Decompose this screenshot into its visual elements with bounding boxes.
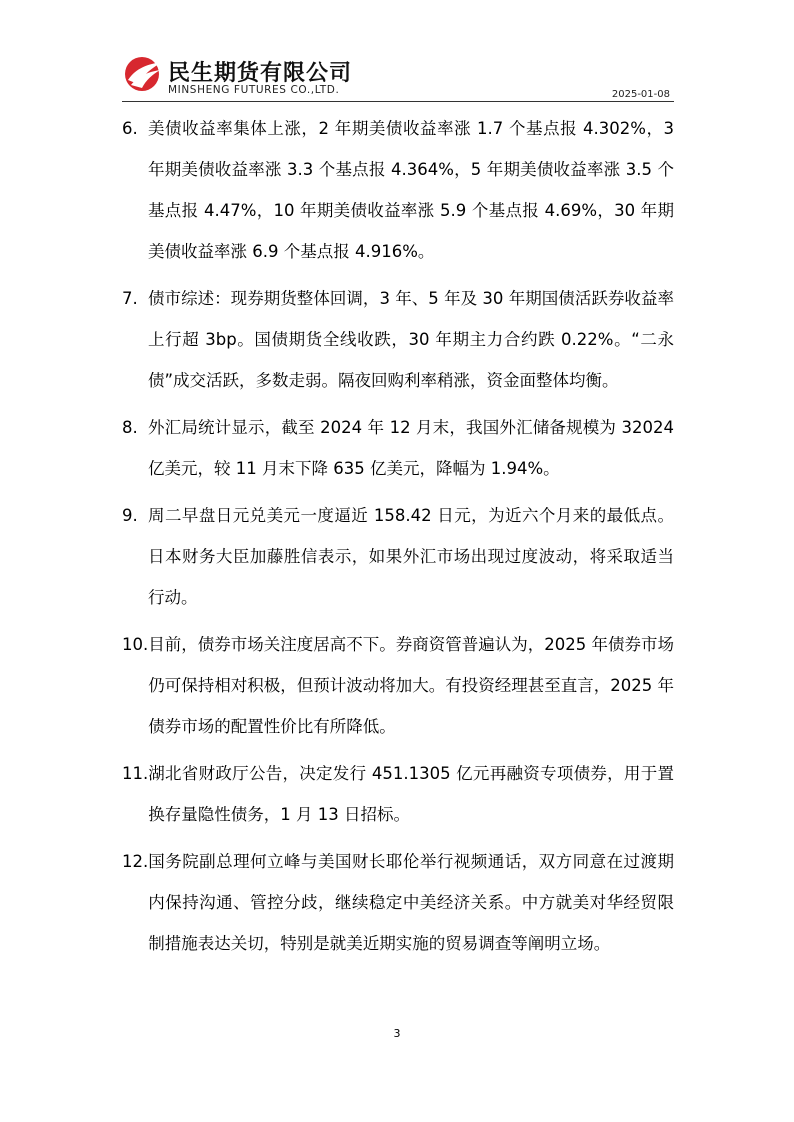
item-number: 12. (122, 852, 149, 871)
item-text: 外汇局统计显示，截至 2024 年 12 月末，我国外汇储备规模为 32024 亿美元，较 11 月末下降 635 亿美元，降幅为 1.94%。 (148, 418, 674, 478)
company-name-cn: 民生期货有限公司 (168, 61, 353, 86)
item-number: 6. (122, 119, 138, 138)
item-text: 湖北省财政厅公告，决定发行 451.1305 亿元再融资专项债券，用于置换存量隐性债务，1 月 13 日招标。 (148, 764, 674, 824)
header-divider (122, 101, 674, 102)
item-number: 11. (122, 764, 149, 783)
item-number: 9. (122, 506, 138, 525)
company-name-en: MINSHENG FUTURES CO.,LTD. (168, 84, 340, 96)
item-text: 债市综述：现券期货整体回调，3 年、5 年及 30 年期国债活跃券收益率上行超 3bp。国债期货全线收跌，30 年期主力合约跌 0.22%。“二永债”成交活跃，多数走弱。隔夜回购利率稍涨，资金面整体均衡。 (148, 289, 674, 390)
item-number: 8. (122, 418, 138, 437)
item-text: 国务院副总理何立峰与美国财长耶伦举行视频通话，双方同意在过渡期内保持沟通、管控分歧，继续稳定中美经济关系。中方就美对华经贸限制措施表达关切，特别是就美近期实施的贸易调查等阐明立场。 (148, 852, 674, 953)
item-number: 7. (122, 289, 138, 308)
report-date: 2025-01-08 (611, 89, 670, 100)
company-logo-icon (122, 54, 164, 94)
list-item (122, 108, 674, 272)
list-item (122, 841, 674, 964)
list-item (122, 495, 674, 618)
page-header (122, 52, 674, 102)
page-number: 3 (393, 1027, 401, 1040)
news-list (122, 108, 674, 964)
item-text: 目前，债券市场关注度居高不下。券商资管普遍认为，2025 年债券市场仍可保持相对积极，但预计波动将加大。有投资经理甚至直言，2025 年债券市场的配置性价比有所降低。 (148, 635, 674, 736)
item-text: 周二早盘日元兑美元一度逼近 158.42 日元，为近六个月来的最低点。日本财务大臣加藤胜信表示，如果外汇市场出现过度波动，将采取适当行动。 (148, 506, 674, 607)
list-item (122, 753, 674, 835)
list-item (122, 407, 674, 489)
list-item (122, 278, 674, 401)
item-number: 10. (122, 635, 149, 654)
list-item (122, 624, 674, 747)
item-text: 美债收益率集体上涨，2 年期美债收益率涨 1.7 个基点报 4.302%，3 年期美债收益率涨 3.3 个基点报 4.364%，5 年期美债收益率涨 3.5 个基点报 4.47%，10 年期美债收益率涨 5.9 个基点报 4.69%，30 年期美债收益率涨 6.9 个基点报 4.916%。 (148, 119, 674, 261)
